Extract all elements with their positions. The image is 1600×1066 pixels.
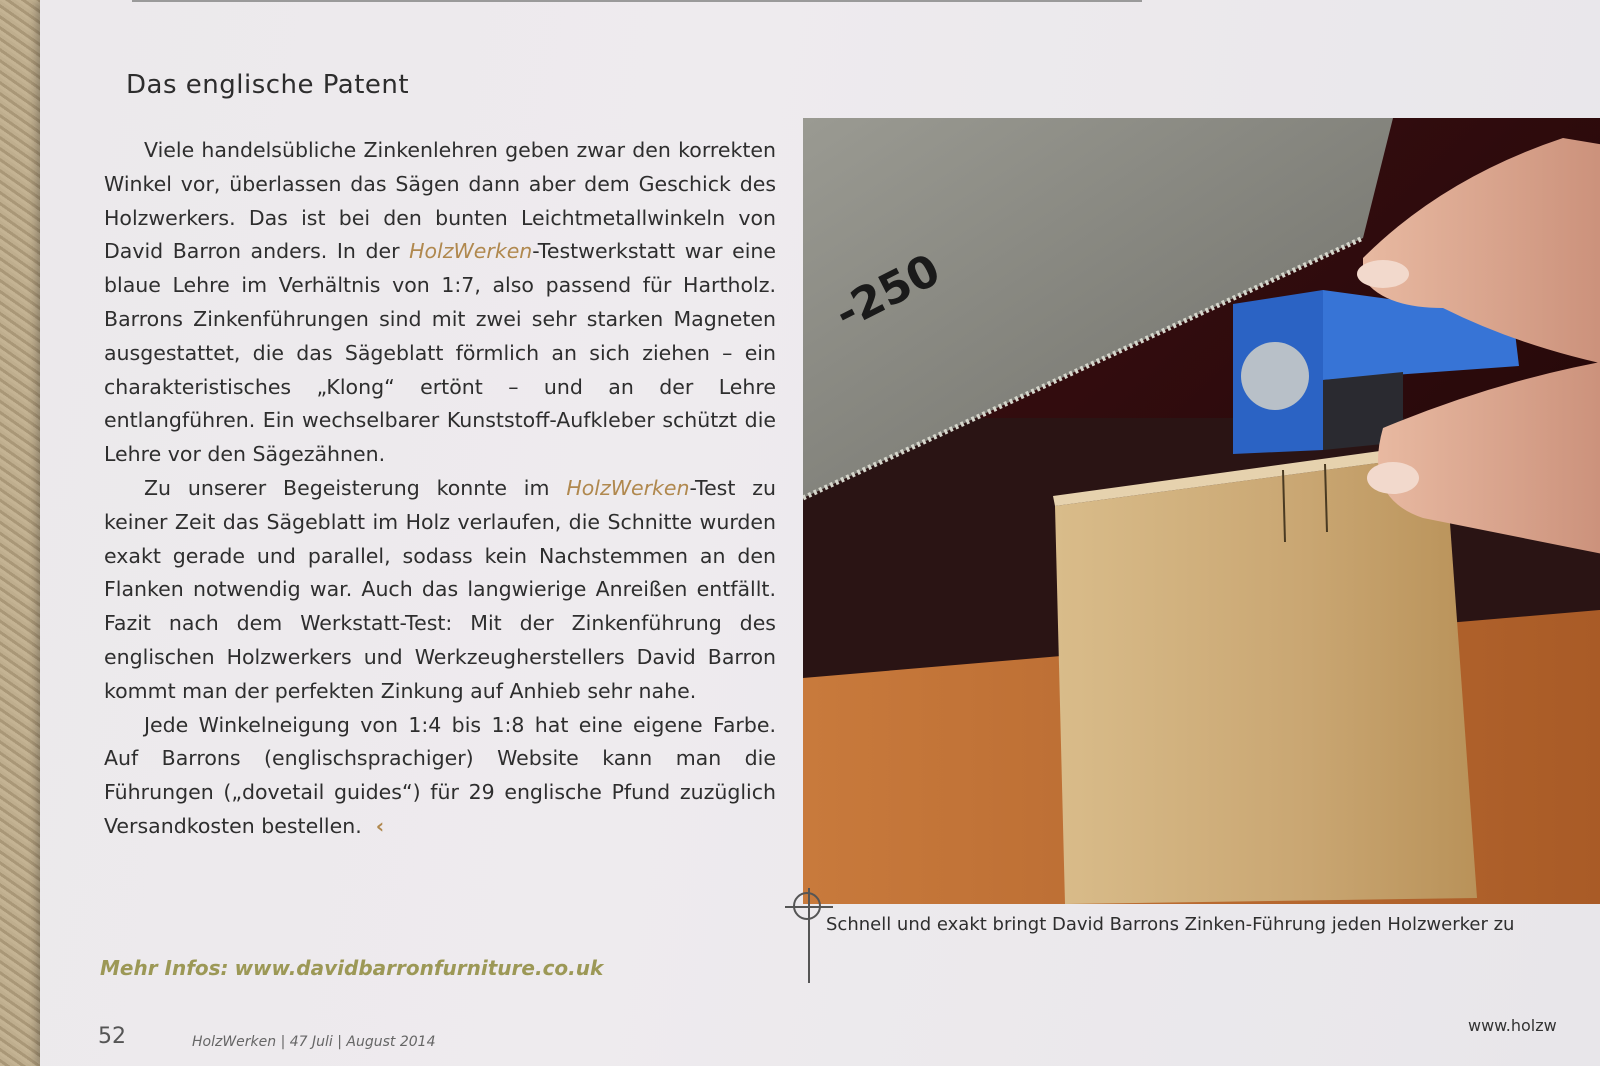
photo-illustration	[803, 118, 1600, 904]
page-number: 52	[98, 1024, 126, 1049]
paragraph-2-text-b: -Test zu keiner Zeit das Sägeblatt im Holz verlaufen, die Schnitte wurden exakt gerade und parallel, sodass kein Nachstemmen an den Flanken notwendig war. Auch das langwierige Anreißen entfällt. Fazit nach dem Werkstatt-Test: Mit der Zinkenführung des englischen Holzwerkers und Werkzeugherstellers David Barron kommt man der perfekten Zinkung auf Anhieb sehr nahe.	[104, 475, 777, 703]
holzwerken-highlight: HolzWerken	[566, 475, 690, 500]
end-mark-icon: ‹	[375, 813, 385, 838]
paragraph-1-text-a: Viele handelsübliche Zinkenlehren geben zwar den korrekten Winkel vor, überlassen das Sägen dann aber dem Geschick des Holzwerkers. Das ist bei den bunten Leichtmetallwinkeln von David Barron anders. In der	[104, 138, 776, 264]
fingernail	[1357, 260, 1409, 288]
footer-website: www.holzw	[1468, 1016, 1557, 1035]
fingernail	[1367, 462, 1419, 494]
magnet-icon	[1241, 342, 1309, 410]
top-rule	[132, 0, 1142, 2]
photo-caption: Schnell und exakt bringt David Barrons Zinken-Führung jeden Holzwerker zu	[826, 914, 1515, 935]
paragraph-2-text-a: Zu unserer Begeisterung konnte im	[144, 475, 567, 500]
magazine-issue: HolzWerken | 47 Juli | August 2014	[192, 1034, 436, 1050]
paragraph-3	[104, 709, 776, 844]
more-info-link[interactable]: www.davidbarronfurniture.co.uk	[234, 956, 604, 980]
crop-mark-line	[808, 888, 810, 983]
more-info-label: Mehr Infos:	[100, 956, 229, 980]
paragraph-1-text-b: -Testwerkstatt war eine blaue Lehre im Verhältnis von 1:7, also passend für Hartholz. Barrons Zinkenführungen sind mit zwei sehr starken Magneten ausgestattet, die das Sägeblatt förmlich an sich ziehen – ein charakteristisches „Klong“ ertönt – und an der Lehre entlangführen. Ein wechselbarer Kunststoff-Aufkleber schützt die Lehre vor den Sägezähnen.	[104, 239, 777, 467]
crop-mark-line	[785, 906, 833, 908]
article-heading: Das englische Patent	[126, 70, 410, 100]
paragraph-3-text: Jede Winkelneigung von 1:4 bis 1:8 hat eine eigene Farbe. Auf Barrons (englischsprachiger) Website kann man die Führungen („dovetail guides“) für 29 englische Pfund zuzüglich Versandkosten bestellen.	[104, 712, 776, 838]
wood-block	[1055, 454, 1477, 904]
more-info-line	[100, 956, 603, 980]
article-body	[104, 134, 776, 844]
paragraph-2	[104, 472, 776, 709]
article-photo	[803, 118, 1600, 904]
saw-marking: -250	[826, 244, 949, 340]
magazine-page	[40, 0, 1600, 1066]
paragraph-1	[104, 134, 776, 472]
holzwerken-highlight: HolzWerken	[409, 239, 533, 264]
